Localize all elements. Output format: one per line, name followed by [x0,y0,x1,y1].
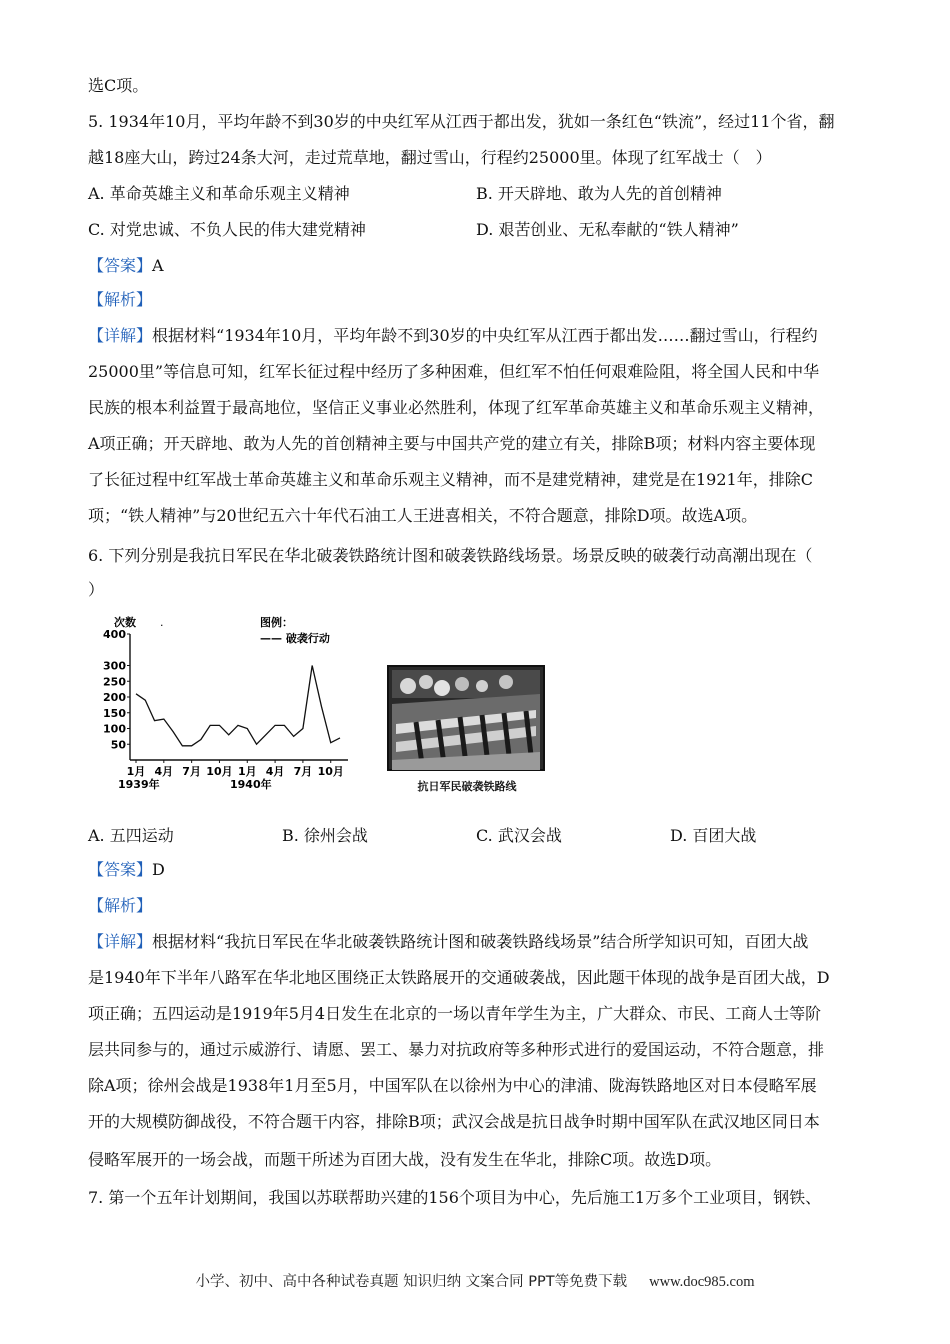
answer-value: D [152,860,165,879]
y-tick-label: 100 [103,722,126,736]
q5-stem-line1: 5. 1934年10月，平均年龄不到30岁的中央红军从江西于都出发，犹如一条红色“铁流”，经过11个省，翻 [88,112,835,131]
x-tick-label: 4月 [265,765,285,778]
footer-text: 小学、初中、高中各种试卷真题 知识归纳 文案合同 PPT等免费下载 [195,1274,628,1290]
q5-detail-line3: 民族的根本利益置于最高地位，坚信正义事业必然胜利，体现了红军革命英雄主义和革命乐观主义精神， [88,398,825,417]
railway-sabotage-photo [386,664,548,792]
series-layer [136,666,340,746]
photo-illustration [386,664,548,792]
detail-tag: 【详解】 [88,932,153,951]
answer-tag: 【答案】 [88,860,153,879]
q6-detail-line7: 侵略军展开的一场会战，而题干所述为百团大战，没有发生在华北，排除C项。故选D项。 [88,1150,722,1169]
q5-option-c: C. 对党忠诚、不负人民的伟大建党精神 [88,220,366,239]
q6-detail-line4: 层共同参与的，通过示威游行、请愿、罢工、暴力对抗政府等多种形式进行的爱国运动，不符合题意，排 [88,1040,825,1059]
q6-stem-line2: ） [88,580,105,599]
detail-tag: 【详解】 [88,326,153,345]
answer-value: A [152,256,164,275]
y-axis-label: 次数 [114,616,136,629]
answer-tag: 【答案】 [88,256,153,275]
x-tick-label: 7月 [293,765,313,778]
y-tick-label: 150 [103,706,126,720]
q6-option-c: C. 武汉会战 [476,826,562,845]
q5-answer [88,256,164,276]
q6-answer [88,860,165,880]
q6-detail-line3: 项正确；五四运动是1919年5月4日发生在北京的一场以青年学生为主，广大群众、市民、工商人士等阶 [88,1004,822,1023]
chart-axes [130,634,348,760]
series-line-raids [136,666,340,746]
footer-site[interactable]: www.doc985.com [649,1274,755,1290]
x-tick-label: 10月 [317,765,344,778]
year-label-1939: 1939年 [118,778,160,791]
y-tick-label: 50 [110,738,126,752]
raid-statistics-chart [100,610,360,800]
q5-option-a: A. 革命英雄主义和革命乐观主义精神 [88,184,350,203]
q5-option-b: B. 开天辟地、敢为人先的首创精神 [476,184,722,203]
q6-detail-line5: 除A项；徐州会战是1938年1月至5月，中国军队在以徐州为中心的津浦、陇海铁路地区对日本侵略军展 [88,1076,817,1095]
year-label-1940: 1940年 [230,778,272,791]
q6-stem-line1: 6. 下列分别是我抗日军民在华北破袭铁路统计图和破袭铁路线场景。场景反映的破袭行动高潮出现在（ [88,546,813,565]
chart-svg [100,610,360,800]
y-tick-label: 400 [103,628,126,641]
x-tick-label: 7月 [182,765,201,778]
y-axis-mark: . [160,616,164,629]
q5-analysis-tag: 【解析】 [88,290,153,309]
q5-option-d: D. 艰苦创业、无私奉献的“铁人精神” [476,220,739,239]
q6-analysis-tag: 【解析】 [88,896,153,915]
q5-detail-line4: A项正确；开天辟地、敢为人先的首创精神主要与中国共产党的建立有关，排除B项；材料内容主要体现 [88,434,816,453]
q5-detail-line5: 了长征过程中红军战士革命英雄主义和革命乐观主义精神，而不是建党精神，建党是在1921年，排除C [88,470,813,489]
y-ticks [103,628,130,751]
x-tick-label: 1月 [126,765,146,778]
q7-stem-line1: 7. 第一个五年计划期间，我国以苏联帮助兴建的156个项目为中心，先后施工1万多个工业项目，钢铁、 [88,1188,822,1207]
q6-option-b: B. 徐州会战 [282,826,368,845]
q5-detail-line1: 【详解】根据材料“1934年10月，平均年龄不到30岁的中央红军从江西于都出发……翻过雪山，行程约 [88,326,818,345]
photo-caption: 抗日军民破袭铁路线 [417,780,517,793]
q6-detail-line6: 开的大规模防御战役，不符合题干内容，排除B项；武汉会战是抗日战争时期中国军队在武汉地区同日本 [88,1112,820,1131]
q6-option-a: A. 五四运动 [88,826,174,845]
q5-stem-line2: 越18座大山，跨过24条大河，走过荒草地，翻过雪山，行程约25000里。体现了红军战士（ ） [88,148,772,167]
x-ticks [127,760,344,778]
legend-entry: —— 破袭行动 [260,632,330,645]
q5-detail-line2: 25000里”等信息可知，红军长征过程中经历了多种困难，但红军不怕任何艰难险阻，将全国人民和中华 [88,362,820,381]
x-tick-label: 10月 [206,765,233,778]
x-tick-label: 4月 [154,765,174,778]
y-tick-label: 200 [103,691,126,704]
q6-option-d: D. 百团大战 [670,826,757,845]
x-tick-label: 1月 [237,765,257,778]
q4-tail: 选C项。 [88,76,149,95]
q6-detail-line2: 是1940年下半年八路军在华北地区围绕正太铁路展开的交通破袭战，因此题干体现的战争是百团大战，D [88,968,830,987]
y-tick-label: 300 [103,659,126,673]
q5-detail-line6: 项；“铁人精神”与20世纪五六十年代石油工人王进喜相关，不符合题意，排除D项。故选A项。 [88,506,758,525]
q6-detail-line1: 【详解】根据材料“我抗日军民在华北破袭铁路统计图和破袭铁路线场景”结合所学知识可知，百团大战 [88,932,809,951]
y-tick-label: 250 [103,675,126,689]
page-footer [0,1270,950,1291]
legend-title: 图例： [260,616,293,629]
